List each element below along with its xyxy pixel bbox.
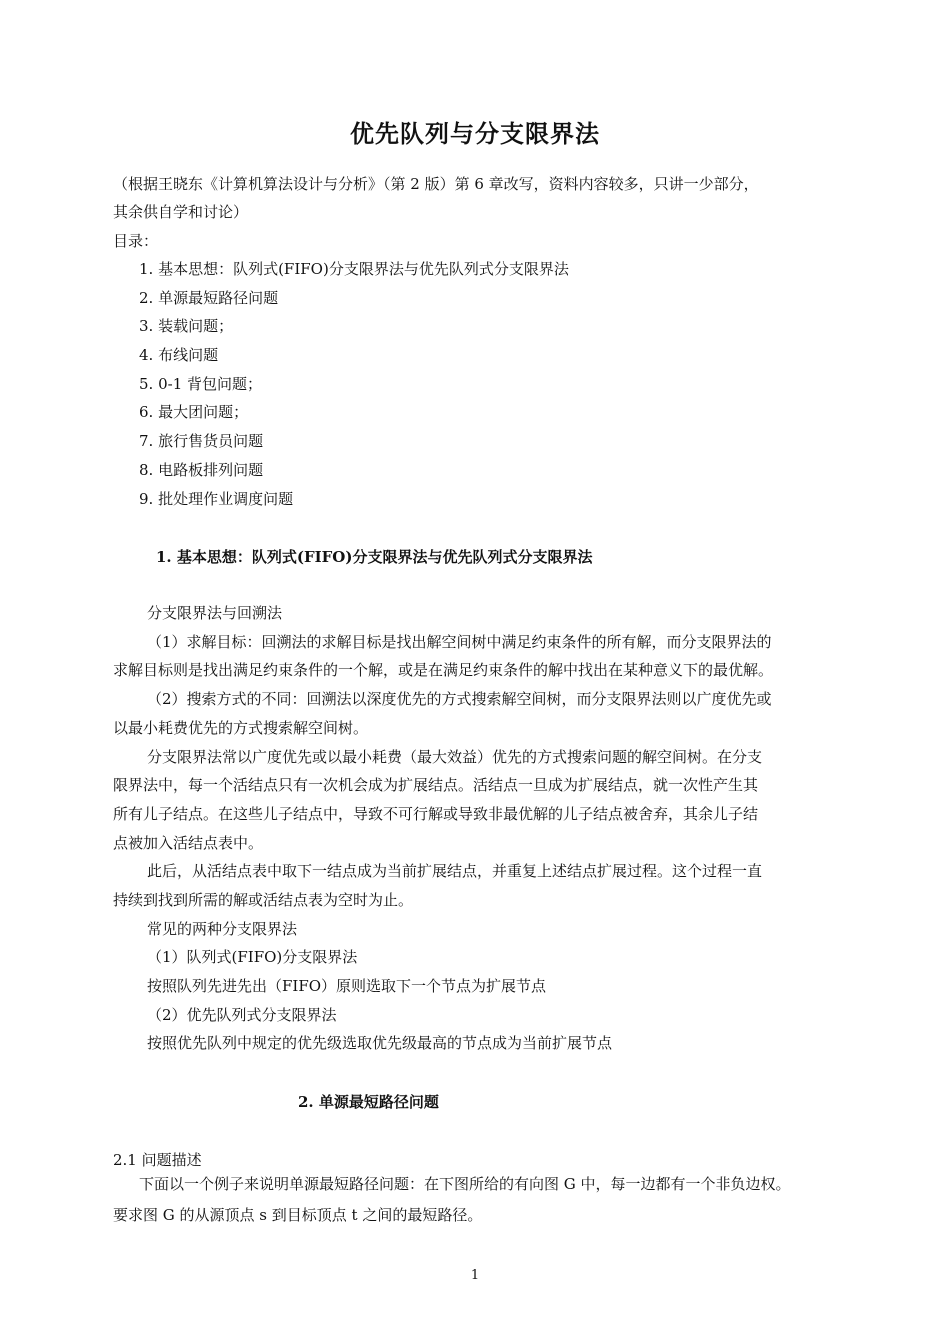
toc-item: 9. 批处理作业调度问题 (139, 490, 294, 508)
paragraph-line: 分支限界法常以广度优先或以最小耗费（最大效益）优先的方式搜索问题的解空间树。在分支 (147, 748, 763, 766)
paragraph-line: 下面以一个例子来说明单源最短路径问题：在下图所给的有向图 G 中，每一边都有一个非负边权。 (139, 1175, 791, 1193)
paragraph-line: （1）队列式(FIFO)分支限界法 (147, 948, 358, 966)
paragraph-line: 此后，从活结点表中取下一结点成为当前扩展结点，并重复上述结点扩展过程。这个过程一直 (147, 862, 763, 880)
page-title: 优先队列与分支限界法 (350, 119, 600, 148)
section-1-subtitle: 分支限界法与回溯法 (147, 604, 283, 622)
paragraph-line: 要求图 G 的从源顶点 s 到目标顶点 t 之间的最短路径。 (113, 1206, 483, 1224)
paragraph-line: 常见的两种分支限界法 (147, 920, 298, 938)
paragraph-line: 点被加入活结点表中。 (113, 834, 264, 852)
section-2-subtitle: 2.1 问题描述 (113, 1151, 202, 1169)
paragraph-line: 持续到找到所需的解或活结点表为空时为止。 (113, 891, 414, 909)
toc-label: 目录： (113, 232, 159, 250)
toc-item: 2. 单源最短路径问题 (139, 289, 279, 307)
toc-item: 7. 旅行售货员问题 (139, 432, 264, 450)
page-number: 1 (470, 1268, 480, 1283)
paragraph-line: 按照优先队列中规定的优先级选取优先级最高的节点成为当前扩展节点 (147, 1034, 613, 1052)
toc-item: 4. 布线问题 (139, 346, 219, 364)
intro-line-1: （根据王晓东《计算机算法设计与分析》（第 2 版）第 6 章改写，资料内容较多，只讲一少部分， (113, 175, 759, 193)
toc-item: 5. 0-1 背包问题； (139, 375, 263, 393)
paragraph-line: （2）搜索方式的不同：回溯法以深度优先的方式搜索解空间树，而分支限界法则以广度优先或 (147, 690, 772, 708)
paragraph-line: （1）求解目标：回溯法的求解目标是找出解空间树中满足约束条件的所有解，而分支限界法的 (147, 633, 772, 651)
intro-line-2: 其余供自学和讨论） (113, 203, 249, 221)
paragraph-line: 按照队列先进先出（FIFO）原则选取下一个节点为扩展节点 (147, 977, 547, 995)
toc-item: 6. 最大团问题； (139, 403, 249, 421)
toc-item: 8. 电路板排列问题 (139, 461, 264, 479)
toc-item: 1. 基本思想：队列式(FIFO)分支限界法与优先队列式分支限界法 (139, 260, 569, 278)
paragraph-line: 以最小耗费优先的方式搜索解空间树。 (113, 719, 369, 737)
paragraph-line: （2）优先队列式分支限界法 (147, 1006, 337, 1024)
paragraph-line: 所有儿子结点。在这些儿子结点中，导致不可行解或导致非最优解的儿子结点被舍弃，其余儿子结 (113, 805, 759, 823)
section-1-heading: 1. 基本思想：队列式(FIFO)分支限界法与优先队列式分支限界法 (156, 548, 593, 566)
toc-item: 3. 装载问题； (139, 317, 234, 335)
paragraph-line: 求解目标则是找出满足约束条件的一个解，或是在满足约束条件的解中找出在某种意义下的最优解。 (113, 661, 774, 679)
paragraph-line: 限界法中，每一个活结点只有一次机会成为扩展结点。活结点一旦成为扩展结点，就一次性产生其 (113, 776, 759, 794)
section-2-heading: 2. 单源最短路径问题 (298, 1093, 439, 1111)
